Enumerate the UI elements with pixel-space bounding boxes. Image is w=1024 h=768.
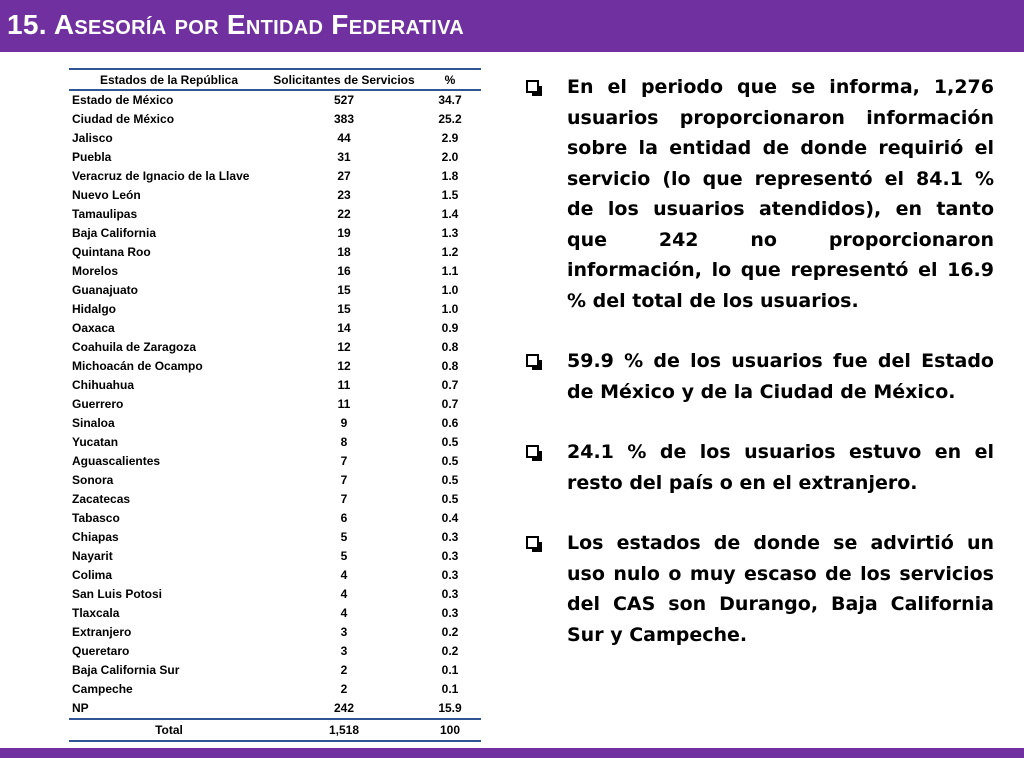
requesters-cell: 15 bbox=[337, 302, 351, 316]
table-row bbox=[69, 90, 481, 110]
percent-cell: 1.8 bbox=[441, 169, 459, 183]
table-row bbox=[69, 433, 481, 452]
table-row bbox=[69, 471, 481, 490]
state-name-cell: Nayarit bbox=[72, 549, 113, 563]
state-name-cell: Baja California bbox=[72, 226, 157, 240]
percent-cell: 1.0 bbox=[441, 302, 459, 316]
bullet-text: En el periodo que se informa, 1,276 usuarios proporcionaron información sobre la entidad de donde requirió el servicio (lo que representó el 84.1 % de los usuarios atendidos), en tanto que 242 no proporcionaron información, lo que representó el 16.9 % del total de los usuarios. bbox=[567, 76, 994, 312]
state-name-cell: Coahuila de Zaragoza bbox=[72, 340, 197, 354]
percent-cell: 0.1 bbox=[441, 663, 459, 677]
bullet-list bbox=[524, 72, 994, 680]
requesters-cell: 3 bbox=[340, 625, 348, 639]
percent-cell: 0.7 bbox=[441, 397, 459, 411]
table-row bbox=[69, 376, 481, 395]
requesters-cell: 4 bbox=[340, 606, 348, 620]
table-row bbox=[69, 395, 481, 414]
checkbox-bullet-icon bbox=[526, 445, 539, 458]
requesters-cell: 23 bbox=[337, 188, 351, 202]
title-bar bbox=[0, 0, 1024, 52]
percent-cell: 0.1 bbox=[441, 682, 459, 696]
table-row bbox=[69, 642, 481, 661]
percent-cell: 0.5 bbox=[441, 435, 459, 449]
requesters-cell: 527 bbox=[333, 93, 355, 107]
table-row bbox=[69, 452, 481, 471]
state-name-cell: Oaxaca bbox=[72, 321, 115, 335]
state-name-cell: Puebla bbox=[72, 150, 112, 164]
requesters-cell: 4 bbox=[340, 587, 348, 601]
percent-cell: 0.3 bbox=[441, 549, 459, 563]
requesters-cell: 27 bbox=[337, 169, 351, 183]
requesters-cell: 7 bbox=[340, 492, 348, 506]
table-row bbox=[69, 585, 481, 604]
states-table-container bbox=[69, 68, 481, 742]
checkbox-bullet-icon bbox=[526, 354, 539, 367]
requesters-cell: 15 bbox=[337, 283, 351, 297]
requesters-cell: 242 bbox=[333, 701, 355, 715]
state-name-cell: Estado de México bbox=[72, 93, 174, 107]
state-name-cell: Morelos bbox=[72, 264, 119, 278]
table-row bbox=[69, 148, 481, 167]
requesters-cell: 31 bbox=[337, 150, 351, 164]
percent-cell: 25.2 bbox=[438, 112, 462, 126]
state-name-cell: San Luis Potosi bbox=[72, 587, 163, 601]
state-name-cell: Yucatan bbox=[72, 435, 119, 449]
bullet-text: 59.9 % de los usuarios fue del Estado de México y de la Ciudad de México. bbox=[567, 350, 994, 403]
percent-cell: 0.4 bbox=[441, 511, 459, 525]
requesters-cell: 383 bbox=[333, 112, 355, 126]
state-name-cell: Michoacán de Ocampo bbox=[72, 359, 203, 373]
bullet-item bbox=[524, 528, 994, 650]
footer-bar bbox=[0, 748, 1024, 758]
slide-title: 15. Asesoría por Entidad Federativa bbox=[7, 9, 465, 40]
state-name-cell: Colima bbox=[72, 568, 113, 582]
state-name-cell: Chihuahua bbox=[72, 378, 134, 392]
percent-cell: 34.7 bbox=[438, 93, 462, 107]
requesters-cell: 7 bbox=[340, 454, 348, 468]
requesters-cell: 3 bbox=[340, 644, 348, 658]
state-name-cell: Veracruz de Ignacio de la Llave bbox=[72, 169, 250, 183]
table-row bbox=[69, 699, 481, 719]
percent-cell: 1.1 bbox=[441, 264, 459, 278]
table-row bbox=[69, 224, 481, 243]
total-requesters: 1,518 bbox=[269, 719, 419, 741]
state-name-cell: NP bbox=[72, 701, 89, 715]
state-name-cell: Guerrero bbox=[72, 397, 124, 411]
requesters-cell: 2 bbox=[340, 682, 348, 696]
table-row bbox=[69, 281, 481, 300]
percent-cell: 0.9 bbox=[441, 321, 459, 335]
percent-cell: 0.2 bbox=[441, 644, 459, 658]
state-name-cell: Baja California Sur bbox=[72, 663, 180, 677]
state-name-cell: Zacatecas bbox=[72, 492, 131, 506]
state-name-cell: Extranjero bbox=[72, 625, 132, 639]
percent-cell: 0.3 bbox=[441, 606, 459, 620]
requesters-cell: 8 bbox=[340, 435, 348, 449]
requesters-cell: 5 bbox=[340, 549, 348, 563]
requesters-cell: 12 bbox=[337, 340, 351, 354]
table-row bbox=[69, 186, 481, 205]
table-row bbox=[69, 205, 481, 224]
table-row bbox=[69, 414, 481, 433]
percent-cell: 0.3 bbox=[441, 568, 459, 582]
table-row bbox=[69, 509, 481, 528]
state-name-cell: Sonora bbox=[72, 473, 114, 487]
state-name-cell: Tabasco bbox=[72, 511, 120, 525]
state-name-cell: Tlaxcala bbox=[72, 606, 120, 620]
table-header-row bbox=[69, 69, 481, 90]
table-row bbox=[69, 661, 481, 680]
percent-cell: 0.5 bbox=[441, 492, 459, 506]
table-row bbox=[69, 129, 481, 148]
requesters-cell: 44 bbox=[337, 131, 351, 145]
percent-cell: 0.8 bbox=[441, 359, 459, 373]
state-name-cell: Campeche bbox=[72, 682, 133, 696]
percent-cell: 0.8 bbox=[441, 340, 459, 354]
percent-cell: 1.4 bbox=[441, 207, 459, 221]
header-percent: % bbox=[419, 69, 481, 90]
table-row bbox=[69, 243, 481, 262]
percent-cell: 1.2 bbox=[441, 245, 459, 259]
requesters-cell: 19 bbox=[337, 226, 351, 240]
state-name-cell: Tamaulipas bbox=[72, 207, 138, 221]
header-state: Estados de la República bbox=[69, 69, 269, 90]
table-row bbox=[69, 490, 481, 509]
table-row bbox=[69, 604, 481, 623]
states-table bbox=[69, 68, 481, 742]
state-name-cell: Guanajuato bbox=[72, 283, 139, 297]
table-row bbox=[69, 357, 481, 376]
state-name-cell: Jalisco bbox=[72, 131, 113, 145]
table-row bbox=[69, 262, 481, 281]
state-name-cell: Queretaro bbox=[72, 644, 130, 658]
table-row bbox=[69, 338, 481, 357]
bullet-text: Los estados de donde se advirtió un uso nulo o muy escaso de los servicios del CAS son Durango, Baja California Sur y Campeche. bbox=[567, 532, 994, 646]
requesters-cell: 4 bbox=[340, 568, 348, 582]
state-name-cell: Quintana Roo bbox=[72, 245, 151, 259]
table-row bbox=[69, 623, 481, 642]
requesters-cell: 5 bbox=[340, 530, 348, 544]
table-row bbox=[69, 566, 481, 585]
requesters-cell: 16 bbox=[337, 264, 351, 278]
state-name-cell: Aguascalientes bbox=[72, 454, 161, 468]
bullet-item bbox=[524, 346, 994, 407]
percent-cell: 1.5 bbox=[441, 188, 459, 202]
requesters-cell: 22 bbox=[337, 207, 351, 221]
state-name-cell: Chiapas bbox=[72, 530, 119, 544]
percent-cell: 1.3 bbox=[441, 226, 459, 240]
percent-cell: 0.3 bbox=[441, 530, 459, 544]
requesters-cell: 6 bbox=[340, 511, 348, 525]
requesters-cell: 18 bbox=[337, 245, 351, 259]
percent-cell: 15.9 bbox=[438, 701, 462, 715]
percent-cell: 1.0 bbox=[441, 283, 459, 297]
state-name-cell: Sinaloa bbox=[72, 416, 115, 430]
table-total-row bbox=[69, 719, 481, 741]
checkbox-bullet-icon bbox=[526, 536, 539, 549]
state-name-cell: Nuevo León bbox=[72, 188, 141, 202]
state-name-cell: Ciudad de México bbox=[72, 112, 175, 126]
requesters-cell: 11 bbox=[337, 397, 351, 411]
requesters-cell: 2 bbox=[340, 663, 348, 677]
checkbox-bullet-icon bbox=[526, 80, 539, 93]
percent-cell: 0.3 bbox=[441, 587, 459, 601]
table-row bbox=[69, 167, 481, 186]
table-row bbox=[69, 528, 481, 547]
table-row bbox=[69, 547, 481, 566]
requesters-cell: 7 bbox=[340, 473, 348, 487]
table-row bbox=[69, 680, 481, 699]
table-row bbox=[69, 319, 481, 338]
percent-cell: 2.0 bbox=[441, 150, 459, 164]
percent-cell: 0.5 bbox=[441, 454, 459, 468]
percent-cell: 0.5 bbox=[441, 473, 459, 487]
percent-cell: 0.2 bbox=[441, 625, 459, 639]
requesters-cell: 11 bbox=[337, 378, 351, 392]
percent-cell: 0.6 bbox=[441, 416, 459, 430]
percent-cell: 2.9 bbox=[441, 131, 459, 145]
total-label: Total bbox=[69, 719, 269, 741]
bullet-text: 24.1 % de los usuarios estuvo en el resto del país o en el extranjero. bbox=[567, 441, 994, 494]
percent-cell: 0.7 bbox=[441, 378, 459, 392]
bullet-item bbox=[524, 72, 994, 316]
table-row bbox=[69, 300, 481, 319]
table-body bbox=[69, 90, 481, 719]
requesters-cell: 14 bbox=[337, 321, 351, 335]
header-requesters: Solicitantes de Servicios bbox=[269, 69, 419, 90]
requesters-cell: 9 bbox=[340, 416, 348, 430]
state-name-cell: Hidalgo bbox=[72, 302, 116, 316]
total-percent: 100 bbox=[419, 719, 481, 741]
requesters-cell: 12 bbox=[337, 359, 351, 373]
bullet-item bbox=[524, 437, 994, 498]
table-row bbox=[69, 110, 481, 129]
